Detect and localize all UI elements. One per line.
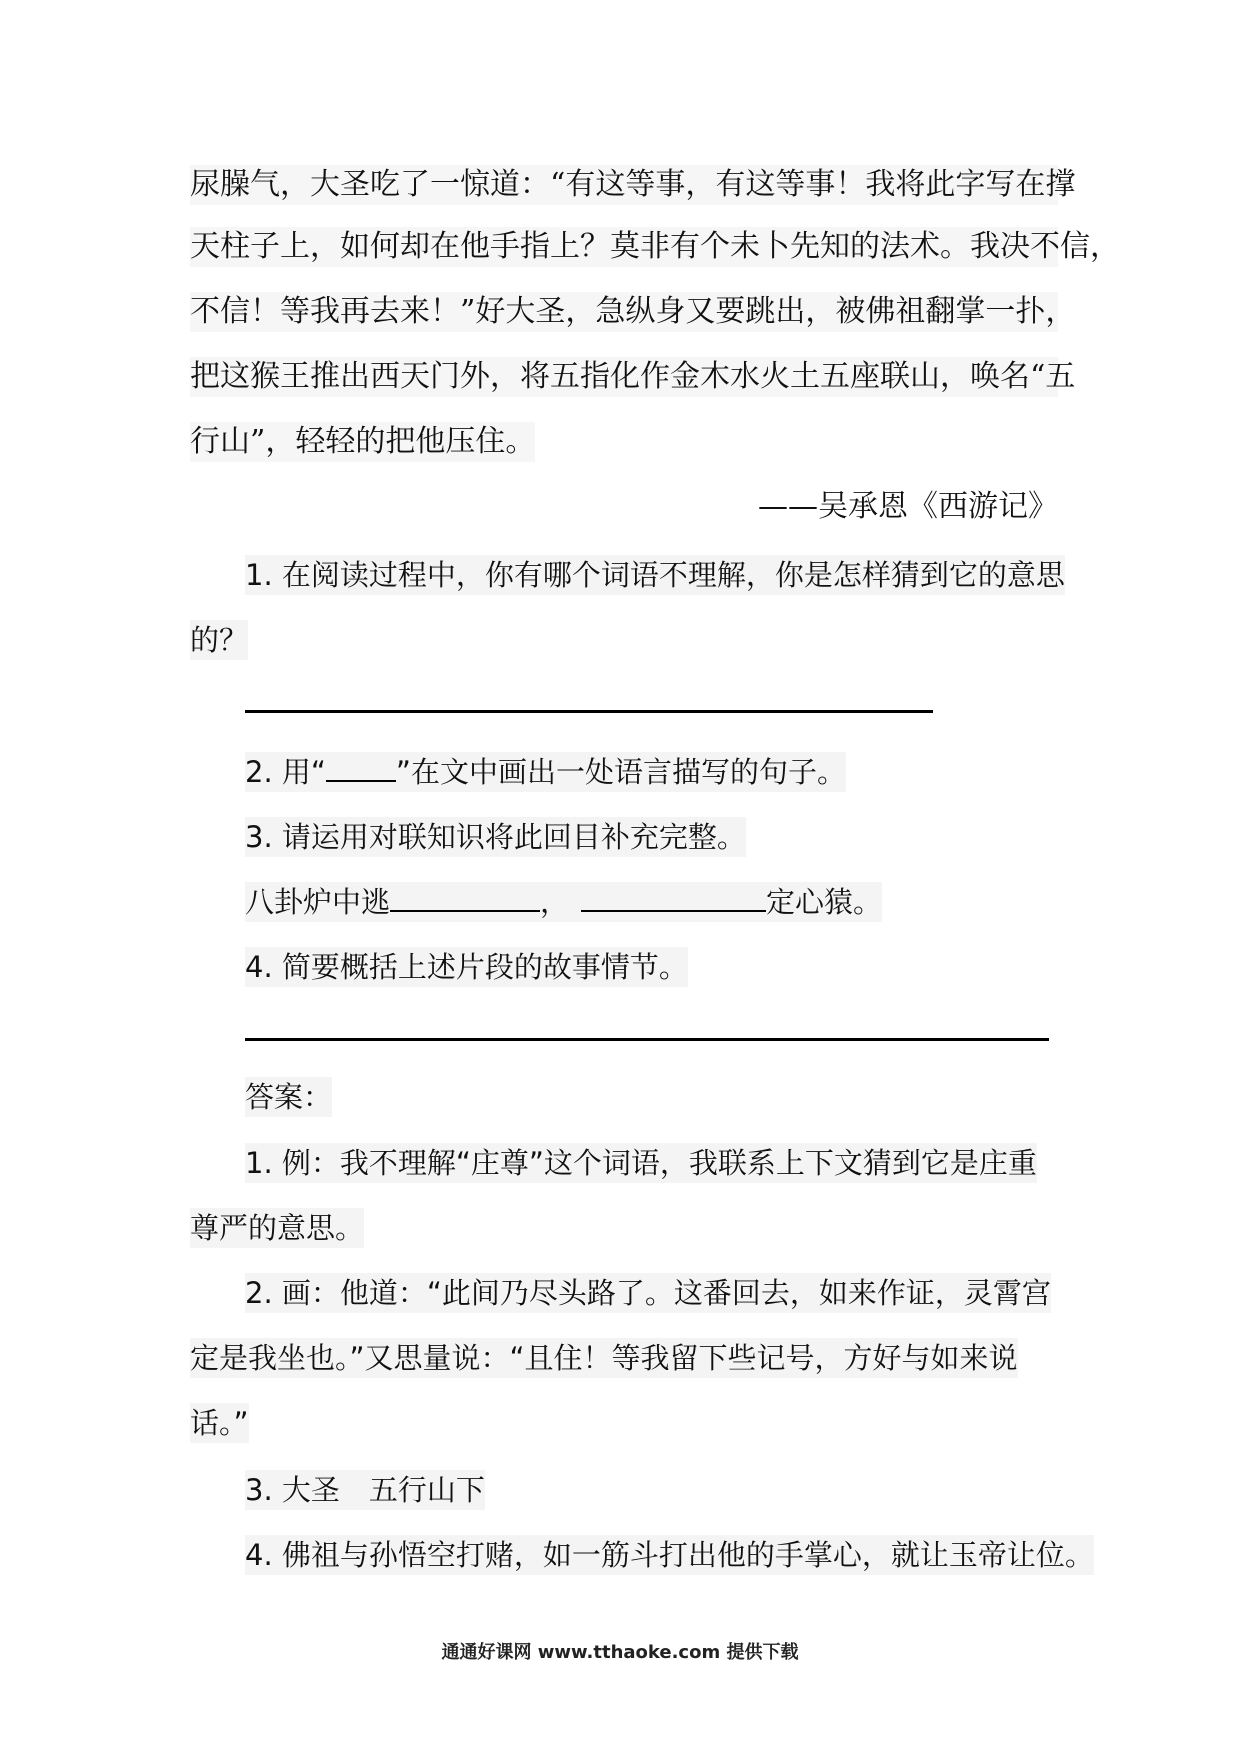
- couplet-blank-2[interactable]: [581, 882, 766, 912]
- question-2: [245, 752, 846, 792]
- passage-line-1: 尿臊气，大圣吃了一惊道：“有这等事，有这等事！我将此字写在撑: [190, 165, 1058, 205]
- passage-line-4: 把这猴王推出西天门外，将五指化作金木水火土五座联山，唤名“五: [190, 357, 1058, 397]
- answer-4: 4. 佛祖与孙悟空打赌，如一筋斗打出他的手掌心，就让玉帝让位。: [245, 1535, 1094, 1575]
- answer-3: 3. 大圣 五行山下: [245, 1470, 485, 1510]
- passage-line-2: 天柱子上，如何却在他手指上？莫非有个未卜先知的法术。我决不信，: [190, 227, 1058, 267]
- couplet-prefix: 八卦炉中逃: [245, 885, 391, 919]
- answer-2-line-1: 2. 画：他道：“此间乃尽头路了。这番回去，如来作证，灵霄宫: [245, 1273, 1051, 1313]
- answer-1-line-1: 1. 例：我不理解“庄尊”这个词语，我联系上下文猜到它是庄重: [245, 1143, 1037, 1183]
- passage-line-5: 行山”，轻轻的把他压住。: [190, 422, 535, 462]
- question-4: 4. 简要概括上述片段的故事情节。: [245, 947, 688, 987]
- answer-line-q4: [245, 1038, 1049, 1041]
- question-1-line-1: 1. 在阅读过程中，你有哪个词语不理解，你是怎样猜到它的意思: [245, 555, 1065, 595]
- question-1-line-2: 的？: [190, 620, 248, 660]
- question-2-suffix: ”在文中画出一处语言描写的句子。: [395, 755, 846, 789]
- couplet-suffix: 定心猿。: [766, 885, 883, 919]
- passage-attribution: ——吴承恩《西游记》: [758, 489, 1058, 524]
- underline-sample: [326, 752, 396, 782]
- passage-line-3: 不信！等我再去来！”好大圣，急纵身又要跳出，被佛祖翻掌一扑，: [190, 292, 1058, 332]
- answer-2-line-3: 话。”: [190, 1403, 249, 1443]
- question-3-couplet: [245, 882, 882, 922]
- answer-1-line-2: 尊严的意思。: [190, 1208, 364, 1248]
- answer-line-q1: [245, 710, 933, 713]
- page-footer: 通通好课网 www.tthaoke.com 提供下载: [441, 1642, 799, 1663]
- couplet-blank-1[interactable]: [390, 882, 540, 912]
- question-2-prefix: 2. 用“: [245, 755, 326, 789]
- answer-2-line-2: 定是我坐也。”又思量说：“且住！等我留下些记号，方好与如来说: [190, 1338, 1018, 1378]
- answers-heading: 答案：: [245, 1077, 332, 1117]
- question-3: 3. 请运用对联知识将此回目补充完整。: [245, 817, 746, 857]
- couplet-comma: ，: [540, 885, 570, 919]
